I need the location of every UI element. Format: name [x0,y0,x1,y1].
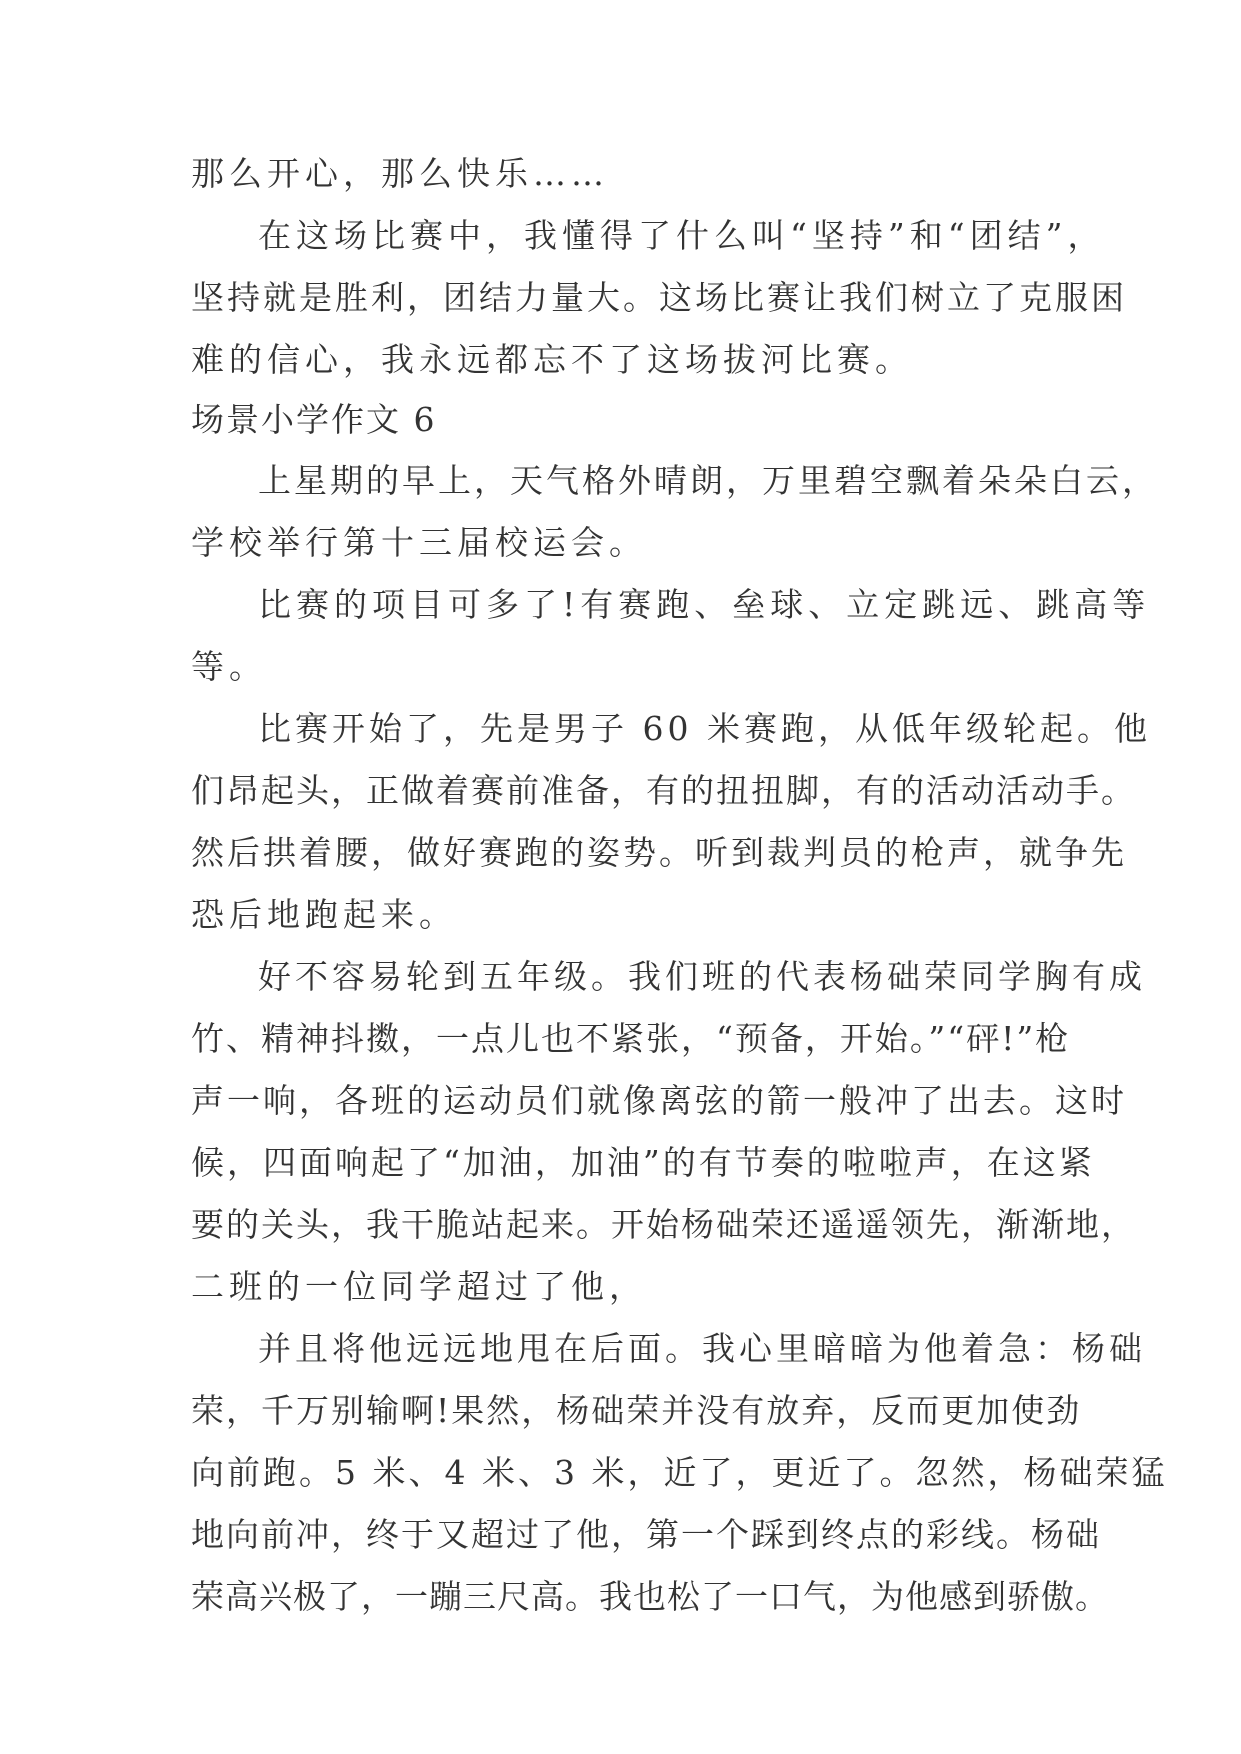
text-line: 等。 [191,647,267,686]
text-line: 候，四面响起了“加油，加油”的有节奏的啦啦声，在这紧 [191,1143,1095,1182]
text-line: 向前跑。5 米、4 米、3 米，近了，更近了。忽然，杨础荣猛 [191,1453,1168,1492]
paragraph-line: 好不容易轮到五年级。我们班的代表杨础荣同学胸有成 [258,957,1146,996]
paragraph-line: 并且将他远远地甩在后面。我心里暗暗为他着急：杨础 [258,1329,1146,1368]
text-line: 地向前冲，终于又超过了他，第一个踩到终点的彩线。杨础 [191,1515,1101,1554]
text-line: 们昂起头，正做着赛前准备，有的扭扭脚，有的活动活动手。 [191,771,1136,810]
text-line: 恐后地跑起来。 [191,895,457,934]
paragraph-line: 上星期的早上，天气格外晴朗，万里碧空飘着朵朵白云， [258,461,1158,500]
text-line: 然后拱着腰，做好赛跑的姿势。听到裁判员的枪声，就争先 [191,833,1127,872]
text-line: 声一响，各班的运动员们就像离弦的箭一般冲了出去。这时 [191,1081,1127,1120]
paragraph-line: 比赛开始了，先是男子 60 米赛跑，从低年级轮起。他 [258,709,1151,748]
text-line: 坚持就是胜利，团结力量大。这场比赛让我们树立了克服困 [191,278,1127,317]
text-line: 要的关头，我干脆站起来。开始杨础荣还遥遥领先，渐渐地， [191,1205,1136,1244]
paragraph-line: 在这场比赛中，我懂得了什么叫“坚持”和“团结”， [258,216,1106,255]
section-title: 场景小学作文 6 [191,400,437,439]
text-line: 难的信心，我永远都忘不了这场拔河比赛。 [191,340,913,379]
text-line: 荣，千万别输啊!果然，杨础荣并没有放弃，反而更加使劲 [191,1391,1082,1430]
text-line: 荣高兴极了，一蹦三尺高。我也松了一口气，为他感到骄傲。 [191,1577,1109,1616]
text-line: 二班的一位同学超过了他， [191,1267,647,1306]
text-line: 学校举行第十三届校运会。 [191,523,647,562]
paragraph-line: 比赛的项目可多了!有赛跑、垒球、立定跳远、跳高等 [258,585,1151,624]
text-line: 那么开心，那么快乐…… [191,154,609,193]
text-line: 竹、精神抖擞，一点儿也不紧张，“预备，开始。”“砰!”枪 [191,1019,1071,1058]
